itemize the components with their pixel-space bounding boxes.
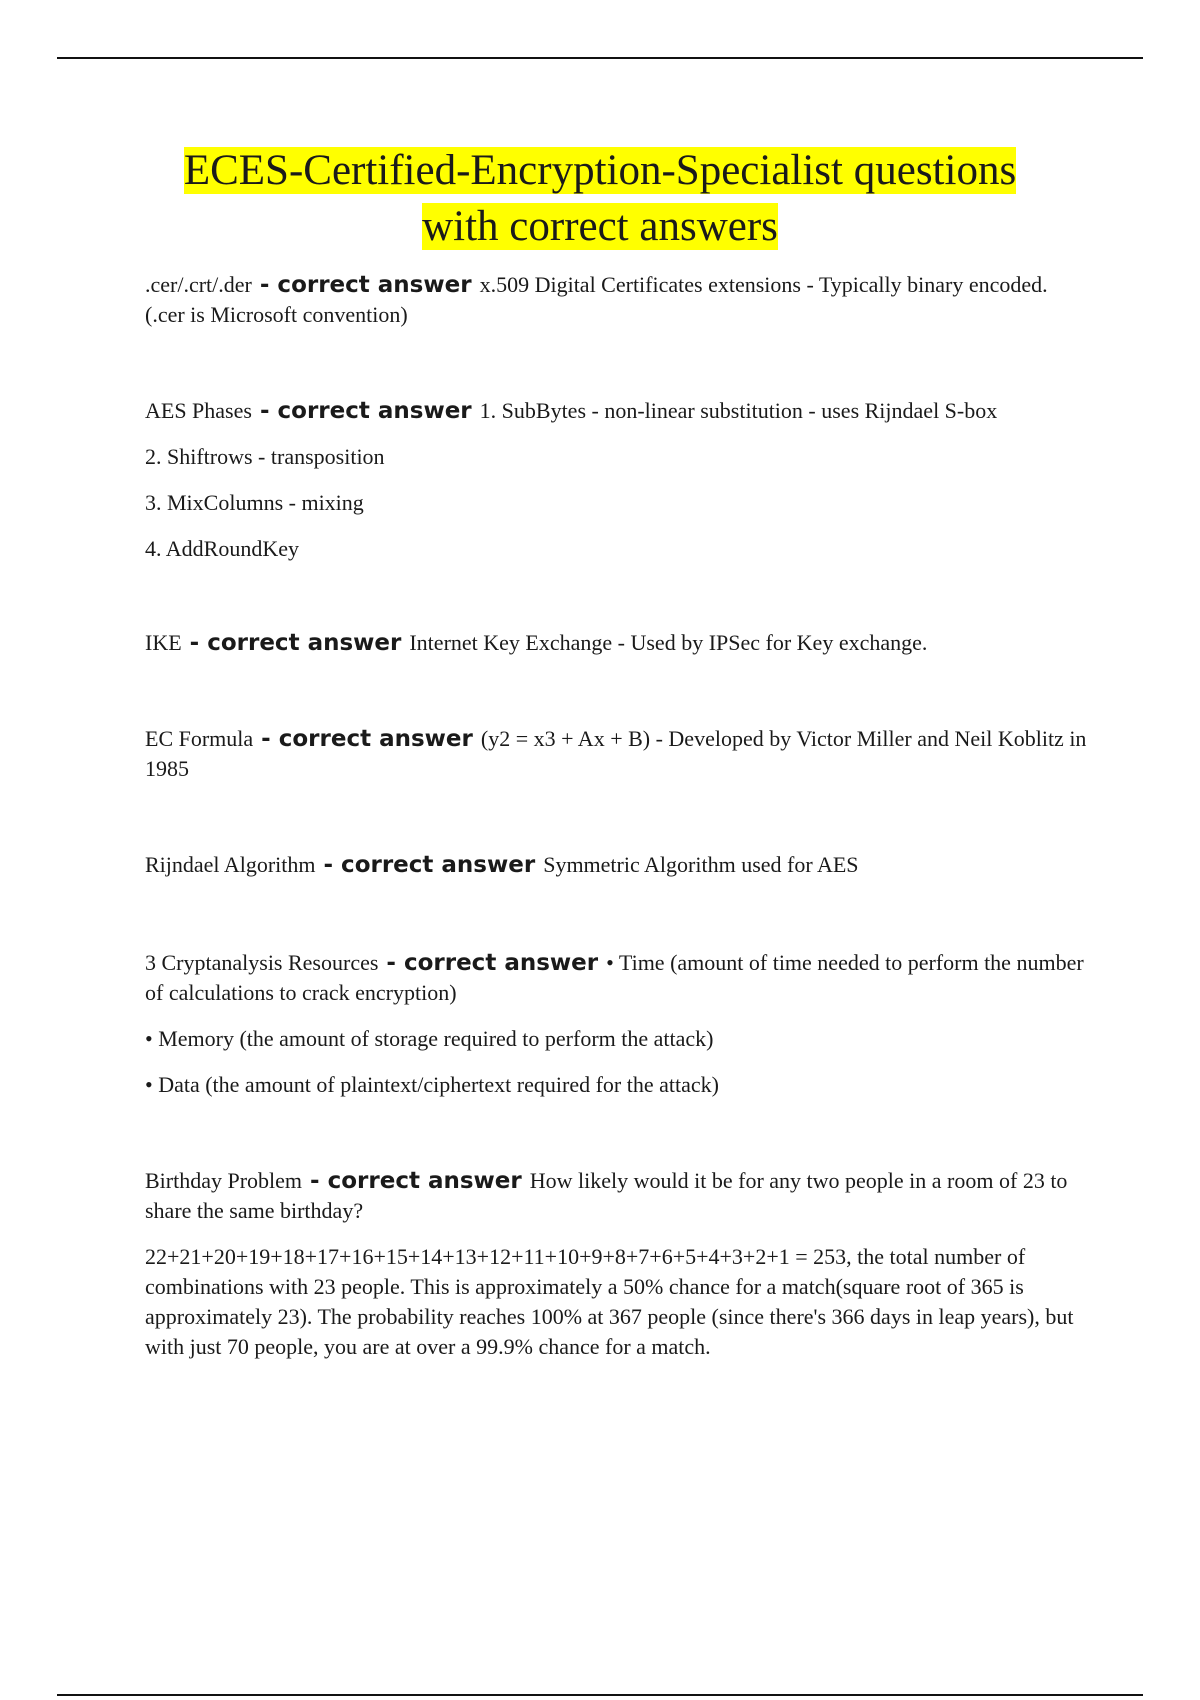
qa-list bbox=[145, 270, 1090, 1362]
qa-answer: Symmetric Algorithm used for AES bbox=[543, 852, 859, 877]
qa-entry-rijndael bbox=[145, 850, 1090, 880]
qa-answer: 1. SubBytes - non-linear substitution - uses Rijndael S-box bbox=[479, 398, 998, 423]
qa-extra-line: 22+21+20+19+18+17+16+15+14+13+12+11+10+9+8+7+6+5+4+3+2+1 = 253, the total number of combinations with 23 people. This is approximately a 50% chance for a match(square root of 365 is approximately 23). The probability reaches 100% at 367 people (since there's 366 days in leap years), but with just 70 people, you are at over a 99.9% chance for a match. bbox=[145, 1244, 1074, 1359]
qa-term: EC Formula bbox=[145, 726, 254, 751]
answer-separator: - correct answer bbox=[315, 852, 544, 878]
title-line-1: ECES-Certified-Encryption-Specialist questions bbox=[183, 147, 1017, 194]
qa-entry-birthday-problem bbox=[145, 1166, 1090, 1362]
qa-term: .cer/.crt/.der bbox=[145, 272, 252, 297]
qa-entry-cer-crt-der bbox=[145, 270, 1090, 330]
qa-term: 3 Cryptanalysis Resources bbox=[145, 950, 379, 975]
qa-term: AES Phases bbox=[145, 398, 252, 423]
answer-separator: - correct answer bbox=[302, 1168, 530, 1194]
qa-main-line bbox=[145, 724, 1090, 784]
qa-main-line bbox=[145, 948, 1090, 1008]
bottom-rule bbox=[57, 1694, 1143, 1696]
qa-term: Birthday Problem bbox=[145, 1168, 303, 1193]
qa-term: Rijndael Algorithm bbox=[145, 852, 316, 877]
qa-main-line bbox=[145, 396, 1090, 426]
qa-extra-line: • Data (the amount of plaintext/ciphertext required for the attack) bbox=[145, 1072, 719, 1097]
qa-main-line bbox=[145, 1166, 1090, 1226]
qa-entry-cryptanalysis-resources bbox=[145, 948, 1090, 1100]
qa-answer: Internet Key Exchange - Used by IPSec for Key exchange. bbox=[409, 630, 928, 655]
qa-main-line bbox=[145, 270, 1090, 330]
qa-extra-line: 4. AddRoundKey bbox=[145, 536, 299, 561]
top-rule bbox=[57, 57, 1143, 59]
qa-extra-line: 2. Shiftrows - transposition bbox=[145, 444, 385, 469]
qa-extra-line: 3. MixColumns - mixing bbox=[145, 490, 364, 515]
qa-entry-ike bbox=[145, 628, 1090, 658]
answer-separator: - correct answer bbox=[253, 726, 481, 752]
qa-answer: How likely would it be for any two people in a room of 23 to share the same birthday? bbox=[145, 1168, 1068, 1223]
qa-main-line bbox=[145, 850, 1090, 880]
answer-separator: - correct answer bbox=[251, 398, 480, 424]
qa-main-line bbox=[145, 628, 1090, 658]
answer-separator: - correct answer bbox=[251, 272, 480, 298]
answer-separator: - correct answer bbox=[378, 950, 607, 976]
qa-answer: x.509 Digital Certificates extensions - Typically binary encoded. (.cer is Microsoft convention) bbox=[145, 272, 1048, 327]
qa-entry-ec-formula bbox=[145, 724, 1090, 784]
answer-separator: - correct answer bbox=[181, 630, 410, 656]
qa-term: IKE bbox=[145, 630, 182, 655]
qa-answer: • Time (amount of time needed to perform the number of calculations to crack encryption) bbox=[145, 950, 1084, 1005]
qa-extra-line: • Memory (the amount of storage required to perform the attack) bbox=[145, 1026, 714, 1051]
qa-entry-aes-phases bbox=[145, 396, 1090, 564]
title-line-2: with correct answers bbox=[422, 203, 778, 250]
qa-answer: (y2 = x3 + Ax + B) - Developed by Victor Miller and Neil Koblitz in 1985 bbox=[145, 726, 1087, 781]
document-title bbox=[100, 143, 1100, 255]
